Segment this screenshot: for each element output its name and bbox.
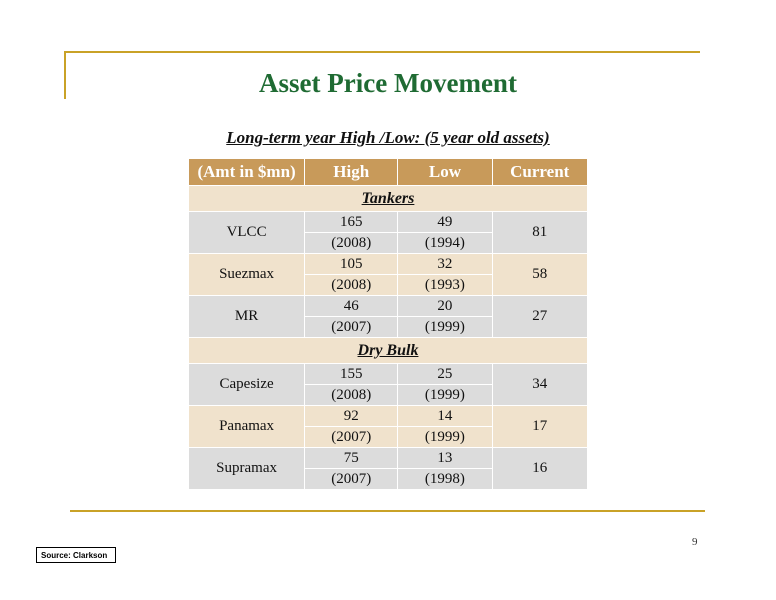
section-row-dry-bulk xyxy=(189,338,588,364)
low-year: (1993) xyxy=(398,275,492,296)
high-value: 155 xyxy=(305,364,398,385)
low-value: 25 xyxy=(398,364,492,385)
high-value: 92 xyxy=(305,406,398,427)
vessel-name: Supramax xyxy=(189,448,305,490)
header-row xyxy=(189,159,588,186)
table-row xyxy=(189,212,588,233)
low-year: (1999) xyxy=(398,317,492,338)
low-year: (1999) xyxy=(398,385,492,406)
page-title: Asset Price Movement xyxy=(259,68,517,98)
low-year: (1998) xyxy=(398,469,492,490)
table-row xyxy=(189,364,588,385)
header-amount: (Amt in $mn) xyxy=(189,159,305,186)
table-row xyxy=(189,254,588,275)
table-row xyxy=(189,448,588,469)
current-value: 16 xyxy=(492,448,587,490)
current-value: 34 xyxy=(492,364,587,406)
table-row xyxy=(189,296,588,317)
high-year: (2007) xyxy=(305,469,398,490)
vessel-name: Panamax xyxy=(189,406,305,448)
current-value: 27 xyxy=(492,296,587,338)
low-value: 32 xyxy=(398,254,492,275)
high-value: 46 xyxy=(305,296,398,317)
source-note: Source: Clarkson xyxy=(36,547,116,563)
current-value: 58 xyxy=(492,254,587,296)
high-year: (2008) xyxy=(305,275,398,296)
low-value: 49 xyxy=(398,212,492,233)
vessel-name: Capesize xyxy=(189,364,305,406)
section-label: Dry Bulk xyxy=(189,338,588,364)
top-rule xyxy=(64,51,700,53)
section-row-tankers xyxy=(189,186,588,212)
asset-price-table xyxy=(188,158,588,490)
high-year: (2007) xyxy=(305,317,398,338)
vessel-name: Suezmax xyxy=(189,254,305,296)
vessel-name: MR xyxy=(189,296,305,338)
low-value: 20 xyxy=(398,296,492,317)
page-number: 9 xyxy=(692,536,698,548)
table-row xyxy=(189,406,588,427)
high-year: (2008) xyxy=(305,233,398,254)
high-value: 105 xyxy=(305,254,398,275)
header-current: Current xyxy=(492,159,587,186)
low-value: 14 xyxy=(398,406,492,427)
high-year: (2007) xyxy=(305,427,398,448)
vessel-name: VLCC xyxy=(189,212,305,254)
low-year: (1994) xyxy=(398,233,492,254)
current-value: 81 xyxy=(492,212,587,254)
high-value: 75 xyxy=(305,448,398,469)
low-year: (1999) xyxy=(398,427,492,448)
high-value: 165 xyxy=(305,212,398,233)
high-year: (2008) xyxy=(305,385,398,406)
header-low: Low xyxy=(398,159,492,186)
section-label: Tankers xyxy=(189,186,588,212)
current-value: 17 xyxy=(492,406,587,448)
low-value: 13 xyxy=(398,448,492,469)
bottom-rule xyxy=(70,510,705,512)
header-high: High xyxy=(305,159,398,186)
table-subtitle: Long-term year High /Low: (5 year old assets) xyxy=(226,128,550,147)
